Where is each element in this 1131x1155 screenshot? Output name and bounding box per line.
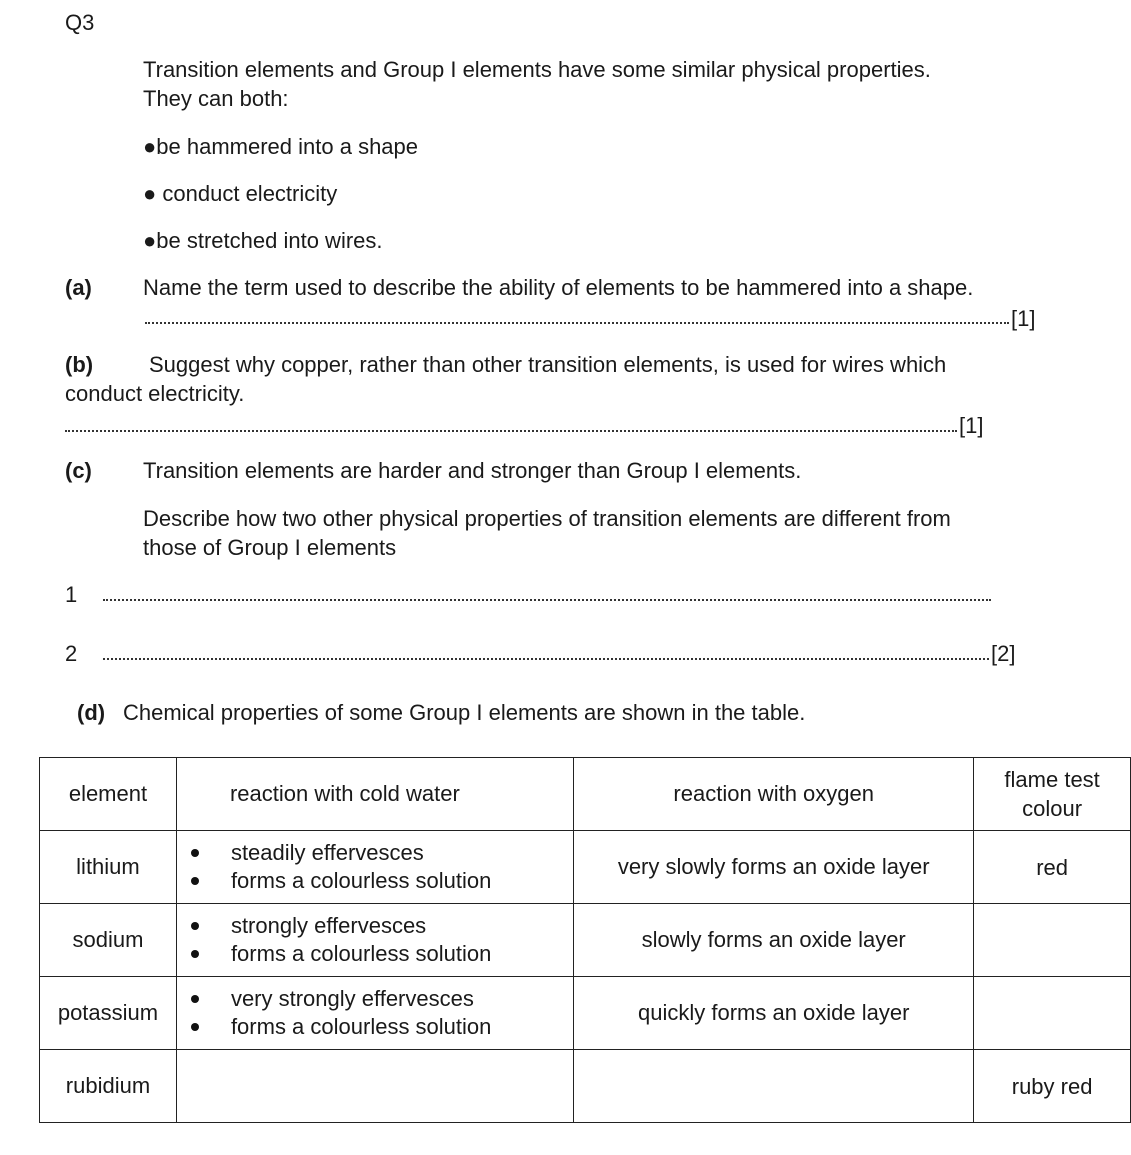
cell-water[interactable]	[176, 1050, 573, 1123]
cell-element: lithium	[40, 831, 177, 904]
part-c-answer-1-label: 1	[65, 582, 78, 607]
header-flame	[974, 758, 1131, 831]
cell-oxygen: quickly forms an oxide layer	[574, 977, 974, 1050]
table-row	[40, 831, 1131, 904]
part-a-marks: [1]	[1011, 306, 1036, 331]
water-bullet: forms a colourless solution	[187, 940, 563, 968]
cell-element: sodium	[40, 904, 177, 977]
cell-oxygen: slowly forms an oxide layer	[574, 904, 974, 977]
cell-element: potassium	[40, 977, 177, 1050]
water-bullet: very strongly effervesces	[187, 985, 563, 1013]
part-d-statement: Chemical properties of some Group I elements are shown in the table.	[123, 700, 806, 725]
cell-element: rubidium	[40, 1050, 177, 1123]
cell-water	[176, 831, 573, 904]
part-b-marks: [1]	[959, 413, 984, 438]
water-bullet: steadily effervesces	[187, 839, 563, 867]
part-c-marks: [2]	[991, 641, 1016, 666]
cell-flame: ruby red	[974, 1050, 1131, 1123]
part-c-answer-2-label: 2	[65, 641, 78, 666]
table-row	[40, 977, 1131, 1050]
part-d-label: (d)	[77, 700, 106, 725]
part-b-answer-line[interactable]	[65, 430, 957, 432]
cell-flame[interactable]	[974, 977, 1131, 1050]
part-c-statement: Transition elements are harder and stronger than Group I elements.	[143, 458, 802, 483]
intro-line-1: Transition elements and Group I elements have some similar physical properties.	[143, 57, 931, 82]
water-bullet: strongly effervesces	[187, 912, 563, 940]
table-row	[40, 1050, 1131, 1123]
water-bullet: forms a colourless solution	[187, 867, 563, 895]
question-number: Q3	[65, 10, 95, 35]
intro-bullet-3: ●be stretched into wires.	[143, 228, 383, 253]
part-c-answer-2-line[interactable]	[103, 658, 989, 660]
part-b-question-line-2: conduct electricity.	[65, 381, 245, 406]
part-c-describe-line-2: those of Group I elements	[143, 535, 397, 560]
water-bullet: forms a colourless solution	[187, 1013, 563, 1041]
cell-oxygen: very slowly forms an oxide layer	[574, 831, 974, 904]
cell-water	[176, 904, 573, 977]
intro-line-2: They can both:	[143, 86, 289, 111]
part-c-answer-1-line[interactable]	[103, 599, 991, 601]
part-c-describe-line-1: Describe how two other physical properties of transition elements are different from	[143, 506, 951, 531]
header-element: element	[40, 758, 177, 831]
table-header-row	[40, 758, 1131, 831]
cell-flame: red	[974, 831, 1131, 904]
part-a-question: Name the term used to describe the ability of elements to be hammered into a shape.	[143, 275, 974, 300]
cell-oxygen[interactable]	[574, 1050, 974, 1123]
table-row	[40, 904, 1131, 977]
part-b-question-line-1: Suggest why copper, rather than other transition elements, is used for wires which	[149, 352, 947, 377]
header-flame-line-1: flame test	[1004, 767, 1100, 792]
header-water: reaction with cold water	[176, 758, 573, 831]
part-b-label: (b)	[65, 352, 94, 377]
header-oxygen: reaction with oxygen	[574, 758, 974, 831]
intro-bullet-1: ●be hammered into a shape	[143, 134, 419, 159]
cell-water	[176, 977, 573, 1050]
part-c-label: (c)	[65, 458, 92, 483]
group-1-properties-table	[39, 757, 1131, 1123]
part-a-label: (a)	[65, 275, 92, 300]
header-flame-line-2: colour	[1022, 796, 1083, 821]
part-a-answer-line[interactable]	[145, 322, 1009, 324]
intro-bullet-2: ● conduct electricity	[143, 181, 338, 206]
cell-flame[interactable]	[974, 904, 1131, 977]
